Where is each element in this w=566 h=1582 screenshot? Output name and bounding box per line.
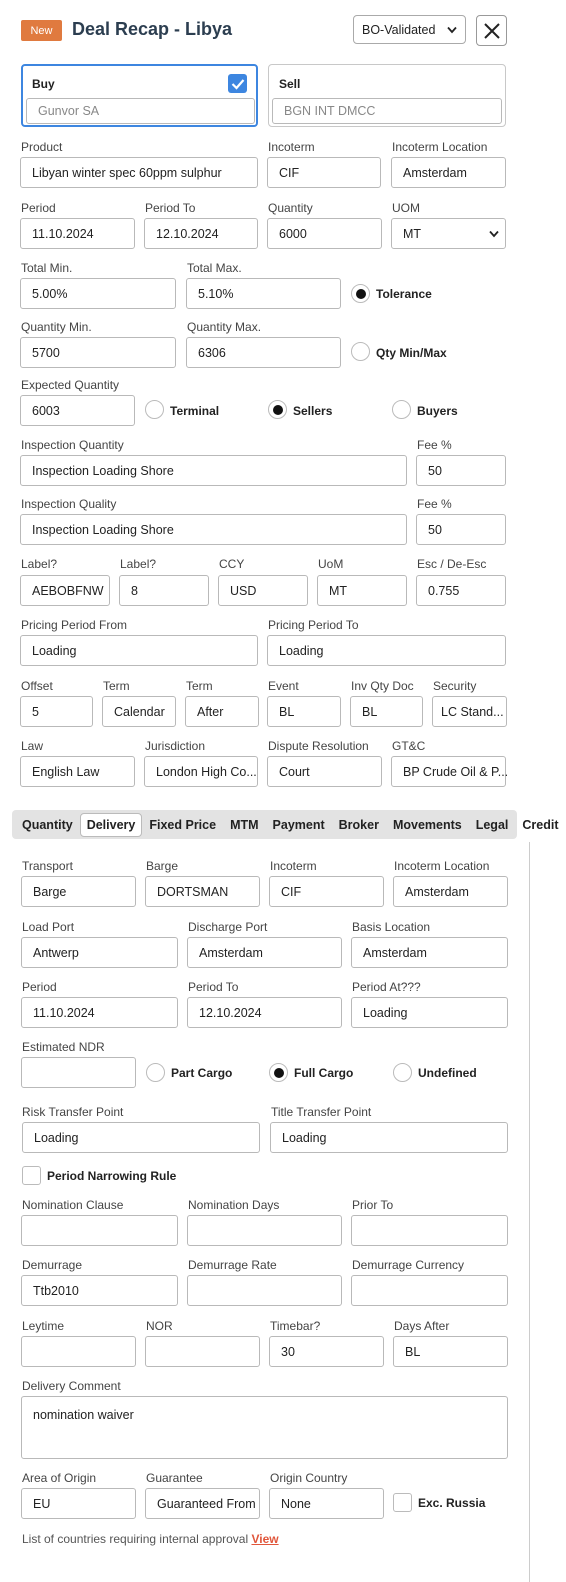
tolerance-label: Tolerance xyxy=(376,287,432,301)
delivery-period-field[interactable]: 11.10.2024 xyxy=(21,997,178,1028)
chevron-down-icon xyxy=(447,26,457,34)
tab-quantity[interactable]: Quantity xyxy=(22,817,73,832)
qty-max-field[interactable]: 6306 xyxy=(186,337,341,368)
incoterm-label: Incoterm xyxy=(268,140,315,154)
buyers-label: Buyers xyxy=(417,404,458,418)
tab-broker[interactable]: Broker xyxy=(338,817,379,832)
period-narrowing-label: Period Narrowing Rule xyxy=(47,1169,177,1183)
tab-movements[interactable]: Movements xyxy=(392,817,462,832)
event-label: Event xyxy=(268,679,299,693)
qty-max-label: Quantity Max. xyxy=(187,320,262,334)
event-field[interactable]: BL xyxy=(267,696,341,727)
tab-credit[interactable]: Credit xyxy=(522,817,559,832)
undefined-radio[interactable] xyxy=(393,1063,412,1082)
label2-field[interactable]: 8 xyxy=(119,575,209,606)
term1-label: Term xyxy=(103,679,130,693)
total-max-label: Total Max. xyxy=(187,261,242,275)
part-cargo-label: Part Cargo xyxy=(171,1066,233,1080)
buy-company-field[interactable]: Gunvor SA xyxy=(26,98,255,124)
gtc-label: GT&C xyxy=(392,739,426,753)
expected-qty-field[interactable]: 6003 xyxy=(20,395,135,426)
term2-label: Term xyxy=(186,679,213,693)
status-select-value: BO-Validated xyxy=(362,22,436,37)
view-link[interactable]: View xyxy=(251,1532,279,1546)
qty-minmax-label: Qty Min/Max xyxy=(376,346,447,360)
quantity-field[interactable]: 6000 xyxy=(267,218,382,249)
area-of-origin-label: Area of Origin xyxy=(22,1471,97,1485)
tab-delivery[interactable]: Delivery xyxy=(80,813,143,837)
tab-payment[interactable]: Payment xyxy=(272,817,325,832)
terminal-label: Terminal xyxy=(170,404,220,418)
transport-label: Transport xyxy=(22,859,73,873)
nomination-clause-field[interactable] xyxy=(21,1215,178,1246)
sell-company-field[interactable]: BGN INT DMCC xyxy=(272,98,502,124)
jurisdiction-label: Jurisdiction xyxy=(145,739,206,753)
guarantee-label: Guarantee xyxy=(146,1471,203,1485)
days-after-label: Days After xyxy=(394,1319,450,1333)
qty-min-field[interactable]: 5700 xyxy=(20,337,176,368)
ndr-label: Estimated NDR xyxy=(22,1040,105,1054)
offset-label: Offset xyxy=(21,679,53,693)
timebar-field[interactable]: 30 xyxy=(269,1336,384,1367)
demurrage-rate-field[interactable] xyxy=(187,1275,342,1306)
sellers-radio[interactable] xyxy=(268,400,287,419)
label1-label: Label? xyxy=(21,557,58,571)
gtc-field[interactable]: BP Crude Oil & P... xyxy=(391,756,506,787)
delivery-incoterm-label: Incoterm xyxy=(270,859,317,873)
prior-to-field[interactable] xyxy=(351,1215,508,1246)
label2-label: Label? xyxy=(120,557,157,571)
demurrage-currency-field[interactable] xyxy=(351,1275,508,1306)
uom2-label: UoM xyxy=(318,557,344,571)
nomination-clause-label: Nomination Clause xyxy=(22,1198,124,1212)
incoterm-field[interactable]: CIF xyxy=(267,157,381,188)
section-tabs xyxy=(12,810,559,839)
title-transfer-label: Title Transfer Point xyxy=(271,1105,372,1119)
fee2-label: Fee % xyxy=(417,497,452,511)
delivery-period-label: Period xyxy=(22,980,57,994)
incoterm-location-field[interactable]: Amsterdam xyxy=(391,157,506,188)
delivery-incoterm-location-label: Incoterm Location xyxy=(394,859,490,873)
close-button[interactable] xyxy=(476,15,507,46)
demurrage-rate-label: Demurrage Rate xyxy=(188,1258,277,1272)
tab-legal[interactable]: Legal xyxy=(475,817,509,832)
period-at-label: Period At??? xyxy=(352,980,421,994)
quantity-label: Quantity xyxy=(268,201,313,215)
period-field[interactable]: 11.10.2024 xyxy=(20,218,135,249)
fee1-label: Fee % xyxy=(417,438,452,452)
uom-select[interactable] xyxy=(391,218,506,249)
approval-note xyxy=(22,1532,279,1546)
sell-label: Sell xyxy=(279,77,301,91)
risk-transfer-label: Risk Transfer Point xyxy=(22,1105,124,1119)
law-field[interactable]: English Law xyxy=(20,756,135,787)
sellers-label: Sellers xyxy=(293,404,333,418)
period-narrowing-checkbox[interactable] xyxy=(22,1166,41,1185)
tolerance-radio[interactable] xyxy=(351,284,370,303)
incoterm-location-label: Incoterm Location xyxy=(392,140,488,154)
qty-minmax-radio[interactable] xyxy=(351,342,370,361)
close-icon xyxy=(484,23,500,39)
pp-to-field[interactable]: Loading xyxy=(267,635,506,666)
fee2-field[interactable]: 50 xyxy=(416,514,506,545)
insp-quality-label: Inspection Quality xyxy=(21,497,117,511)
barge-label: Barge xyxy=(146,859,179,873)
label1-field[interactable]: AEBOBFNW xyxy=(20,575,110,606)
period-at-field[interactable]: Loading xyxy=(351,997,508,1028)
ccy-field[interactable]: USD xyxy=(218,575,308,606)
risk-transfer-field[interactable]: Loading xyxy=(22,1122,260,1153)
ndr-field[interactable] xyxy=(21,1057,136,1088)
nomination-days-label: Nomination Days xyxy=(188,1198,280,1212)
total-min-label: Total Min. xyxy=(21,261,73,275)
insp-qty-label: Inspection Quantity xyxy=(21,438,124,452)
pp-from-label: Pricing Period From xyxy=(21,618,128,632)
laytime-field[interactable] xyxy=(21,1336,136,1367)
pp-from-field[interactable]: Loading xyxy=(20,635,258,666)
qty-min-label: Quantity Min. xyxy=(21,320,92,334)
invqty-label: Inv Qty Doc xyxy=(351,679,414,693)
timebar-label: Timebar? xyxy=(270,1319,321,1333)
delivery-incoterm-field[interactable]: CIF xyxy=(269,876,384,907)
discharge-port-field[interactable]: Amsterdam xyxy=(187,937,342,968)
origin-country-label: Origin Country xyxy=(270,1471,348,1485)
offset-field[interactable]: 5 xyxy=(20,696,93,727)
exc-russia-checkbox[interactable] xyxy=(393,1493,412,1512)
ccy-label: CCY xyxy=(219,557,245,571)
demurrage-currency-label: Demurrage Currency xyxy=(352,1258,465,1272)
pp-to-label: Pricing Period To xyxy=(268,618,359,632)
buy-label: Buy xyxy=(32,77,55,91)
delivery-period-to-field[interactable]: 12.10.2024 xyxy=(187,997,342,1028)
terminal-radio[interactable] xyxy=(145,400,164,419)
approval-note-text: List of countries requiring internal approval xyxy=(22,1532,252,1546)
period-label: Period xyxy=(21,201,56,215)
laytime-label: Leytime xyxy=(22,1319,65,1333)
term2-field[interactable]: After xyxy=(185,696,259,727)
nomination-days-field[interactable] xyxy=(187,1215,342,1246)
buy-checkbox[interactable] xyxy=(228,74,247,93)
title-transfer-field[interactable]: Loading xyxy=(270,1122,508,1153)
origin-country-field[interactable]: None xyxy=(269,1488,384,1519)
load-port-label: Load Port xyxy=(22,920,75,934)
part-cargo-radio[interactable] xyxy=(146,1063,165,1082)
term1-field[interactable]: Calendar xyxy=(102,696,176,727)
product-label: Product xyxy=(21,140,63,154)
insp-qty-field[interactable]: Inspection Loading Shore xyxy=(20,455,407,486)
tab-fixed-price[interactable]: Fixed Price xyxy=(149,817,217,832)
undefined-label: Undefined xyxy=(418,1066,477,1080)
insp-quality-field[interactable]: Inspection Loading Shore xyxy=(20,514,407,545)
dispute-label: Dispute Resolution xyxy=(268,739,369,753)
area-of-origin-field[interactable]: EU xyxy=(21,1488,136,1519)
check-icon xyxy=(231,78,245,90)
demurrage-label: Demurrage xyxy=(22,1258,83,1272)
esc-label: Esc / De-Esc xyxy=(417,557,487,571)
fee1-field[interactable]: 50 xyxy=(416,455,506,486)
uom2-field[interactable]: MT xyxy=(317,575,407,606)
chevron-down-icon xyxy=(489,230,499,238)
period-to-label: Period To xyxy=(145,201,196,215)
delivery-incoterm-location-field[interactable]: Amsterdam xyxy=(393,876,508,907)
days-after-field[interactable]: BL xyxy=(393,1336,508,1367)
full-cargo-radio[interactable] xyxy=(269,1063,288,1082)
nor-label: NOR xyxy=(146,1319,173,1333)
new-badge: New xyxy=(21,20,62,41)
full-cargo-label: Full Cargo xyxy=(294,1066,354,1080)
security-field[interactable]: LC Stand... xyxy=(432,696,507,727)
delivery-period-to-label: Period To xyxy=(188,980,239,994)
load-port-field[interactable]: Antwerp xyxy=(21,937,178,968)
discharge-port-label: Discharge Port xyxy=(188,920,268,934)
law-label: Law xyxy=(21,739,44,753)
dispute-field[interactable]: Court xyxy=(267,756,382,787)
exc-russia-label: Exc. Russia xyxy=(418,1496,486,1510)
barge-field[interactable]: DORTSMAN xyxy=(145,876,260,907)
period-to-field[interactable]: 12.10.2024 xyxy=(144,218,258,249)
total-min-field[interactable]: 5.00% xyxy=(20,278,176,309)
jurisdiction-field[interactable]: London High Co... xyxy=(144,756,258,787)
delivery-comment-label: Delivery Comment xyxy=(22,1379,121,1393)
demurrage-field[interactable]: Ttb2010 xyxy=(21,1275,178,1306)
product-field[interactable]: Libyan winter spec 60ppm sulphur xyxy=(20,157,258,188)
delivery-comment-field[interactable]: nomination waiver xyxy=(21,1396,508,1459)
total-max-field[interactable]: 5.10% xyxy=(186,278,341,309)
page-title: Deal Recap - Libya xyxy=(72,19,233,39)
basis-location-field[interactable]: Amsterdam xyxy=(351,937,508,968)
guarantee-field[interactable]: Guaranteed From xyxy=(145,1488,260,1519)
basis-location-label: Basis Location xyxy=(352,920,431,934)
status-select[interactable] xyxy=(353,15,466,44)
transport-field[interactable]: Barge xyxy=(21,876,136,907)
esc-field[interactable]: 0.755 xyxy=(416,575,506,606)
buyers-radio[interactable] xyxy=(392,400,411,419)
prior-to-label: Prior To xyxy=(352,1198,394,1212)
invqty-field[interactable]: BL xyxy=(350,696,423,727)
expected-qty-label: Expected Quantity xyxy=(21,378,120,392)
tab-mtm[interactable]: MTM xyxy=(230,817,259,832)
security-label: Security xyxy=(433,679,477,693)
uom-label: UOM xyxy=(392,201,420,215)
uom-select-value: MT xyxy=(403,226,422,241)
nor-field[interactable] xyxy=(145,1336,260,1367)
